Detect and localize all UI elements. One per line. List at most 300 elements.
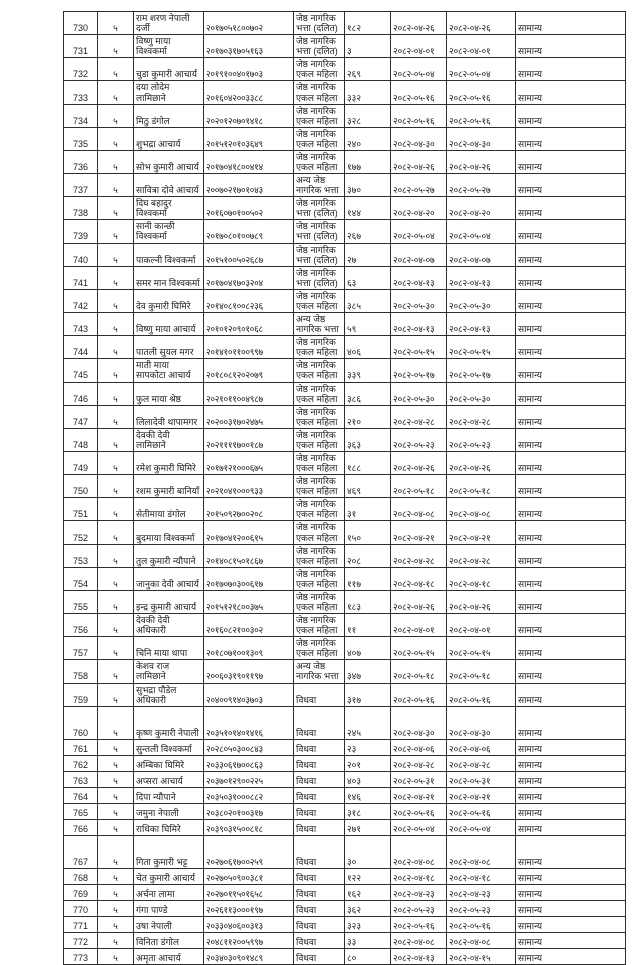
table-row	[64, 787, 626, 803]
status-cell: सामान्य	[516, 243, 626, 266]
serial-number-cell: 754	[64, 567, 98, 590]
decision-date-cell: २०८२-०४-२०	[447, 197, 516, 220]
allowance-type-cell: जेष्ठ नागरिक एकल महिला	[294, 336, 345, 359]
table-row	[64, 197, 626, 220]
list-number-cell: १८८	[345, 451, 391, 474]
registration-date-cell: २०८२-०४-०१	[391, 35, 447, 58]
table-row	[64, 544, 626, 567]
ward-number-cell: ५	[98, 12, 134, 35]
serial-number-cell: 759	[64, 683, 98, 706]
allowance-type-cell: विधवा	[294, 835, 345, 868]
table-row	[64, 660, 626, 683]
serial-number-cell: 749	[64, 451, 98, 474]
serial-number-cell: 756	[64, 614, 98, 637]
registration-number-cell: २०१६०८२१००३०२	[204, 614, 294, 637]
ward-number-cell: ५	[98, 835, 134, 868]
table-row	[64, 706, 626, 739]
decision-date-cell: २०८२-०४-२३	[447, 884, 516, 900]
ward-number-cell: ५	[98, 948, 134, 964]
registration-number-cell: २०३९०३१५००८१८	[204, 819, 294, 835]
list-number-cell: ४६९	[345, 475, 391, 498]
allowance-type-cell: जेष्ठ नागरिक एकल महिला	[294, 498, 345, 521]
registration-date-cell: २०८२-०४-२८	[391, 755, 447, 771]
list-number-cell: २७१	[345, 819, 391, 835]
table-row	[64, 266, 626, 289]
list-number-cell: ३८५	[345, 289, 391, 312]
status-cell: सामान्य	[516, 868, 626, 884]
decision-date-cell: २०८२-०४-२८	[447, 405, 516, 428]
list-number-cell: ३३	[345, 932, 391, 948]
registration-number-cell: २०१४१०११००९९७	[204, 336, 294, 359]
registration-number-cell: २००६०३१९०११९७	[204, 660, 294, 683]
table-row	[64, 451, 626, 474]
registration-number-cell: २०१६०७०१००५०२	[204, 197, 294, 220]
beneficiary-name-cell: दिपा न्यौपाने	[134, 787, 204, 803]
registration-date-cell: २०८२-०५-३०	[391, 289, 447, 312]
table-row	[64, 289, 626, 312]
allowance-type-cell: विधवा	[294, 884, 345, 900]
allowance-type-cell: विधवा	[294, 771, 345, 787]
allowance-type-cell: जेष्ठ नागरिक भत्ता (दलित)	[294, 220, 345, 243]
registration-number-cell: २०१७०७०३००६१७	[204, 567, 294, 590]
status-cell: सामान्य	[516, 359, 626, 382]
registration-number-cell: २०१७०४१७०३२०४	[204, 266, 294, 289]
allowance-type-cell: जेष्ठ नागरिक एकल महिला	[294, 359, 345, 382]
beneficiary-name-cell: अम्बिका घिमिरे	[134, 755, 204, 771]
beneficiary-name-cell: विनिता डंगोल	[134, 932, 204, 948]
allowance-type-cell: विधवा	[294, 900, 345, 916]
registration-date-cell: २०८२-०४-२६	[391, 150, 447, 173]
allowance-type-cell: जेष्ठ नागरिक एकल महिला	[294, 637, 345, 660]
table-row	[64, 104, 626, 127]
status-cell: सामान्य	[516, 475, 626, 498]
serial-number-cell: 766	[64, 819, 98, 835]
status-cell: सामान्य	[516, 803, 626, 819]
list-number-cell: २०१	[345, 755, 391, 771]
decision-date-cell: २०८२-०४-१३	[447, 266, 516, 289]
beneficiary-name-cell: विष्णु माया विश्वकर्मा	[134, 35, 204, 58]
status-cell: सामान्य	[516, 614, 626, 637]
list-number-cell: ३६२	[345, 900, 391, 916]
serial-number-cell: 730	[64, 12, 98, 35]
table-row	[64, 12, 626, 35]
beneficiary-name-cell: चुडा कुमारी आचार्य	[134, 58, 204, 81]
status-cell: सामान्य	[516, 313, 626, 336]
decision-date-cell: २०८२-०४-२६	[447, 150, 516, 173]
table-row	[64, 614, 626, 637]
list-number-cell: १७७	[345, 150, 391, 173]
registration-number-cell: २०३८०२०१००३१७	[204, 803, 294, 819]
list-number-cell: ३०	[345, 835, 391, 868]
registration-date-cell: २०८२-०४-१३	[391, 266, 447, 289]
registration-number-cell: २०१७०३१७०५१६३	[204, 35, 294, 58]
beneficiary-name-cell: जमुना नेपाली	[134, 803, 204, 819]
registration-number-cell: २०१५०९२७००२०८	[204, 498, 294, 521]
table-row	[64, 382, 626, 405]
ward-number-cell: ५	[98, 521, 134, 544]
list-number-cell: २३	[345, 739, 391, 755]
ward-number-cell: ५	[98, 868, 134, 884]
status-cell: सामान्य	[516, 127, 626, 150]
list-number-cell: ३६३	[345, 428, 391, 451]
registration-number-cell: २०४८११२००५९९७	[204, 932, 294, 948]
allowance-type-cell: जेष्ठ नागरिक एकल महिला	[294, 150, 345, 173]
ward-number-cell: ५	[98, 220, 134, 243]
serial-number-cell: 762	[64, 755, 98, 771]
serial-number-cell: 740	[64, 243, 98, 266]
allowance-type-cell: विधवा	[294, 683, 345, 706]
allowance-type-cell: जेष्ठ नागरिक भत्ता (दलित)	[294, 266, 345, 289]
decision-date-cell: २०८२-०४-०६	[447, 739, 516, 755]
registration-date-cell: २०८२-०४-३०	[391, 706, 447, 739]
serial-number-cell: 773	[64, 948, 98, 964]
list-number-cell: २६९	[345, 58, 391, 81]
registration-number-cell: २००७०२१७०१०४३	[204, 174, 294, 197]
registration-number-cell: २०२१०११००४९८७	[204, 382, 294, 405]
allowance-type-cell: अन्य जेष्ठ नागरिक भत्ता	[294, 660, 345, 683]
allowance-type-cell: विधवा	[294, 932, 345, 948]
list-number-cell: २६७	[345, 220, 391, 243]
registration-date-cell: २०८२-०५-०४	[391, 220, 447, 243]
table-row	[64, 803, 626, 819]
allowance-type-cell: जेष्ठ नागरिक एकल महिला	[294, 521, 345, 544]
list-number-cell: ४०७	[345, 637, 391, 660]
registration-number-cell: २०३४०३०९०१४८९	[204, 948, 294, 964]
status-cell: सामान्य	[516, 12, 626, 35]
beneficiary-name-cell: देवकी देवी अधिकारी	[134, 614, 204, 637]
ward-number-cell: ५	[98, 81, 134, 104]
registration-date-cell: २०८२-०५-३०	[391, 382, 447, 405]
serial-number-cell: 753	[64, 544, 98, 567]
registration-date-cell: २०८२-०५-१६	[391, 683, 447, 706]
status-cell: सामान्य	[516, 405, 626, 428]
status-cell: सामान्य	[516, 835, 626, 868]
status-cell: सामान्य	[516, 289, 626, 312]
table-row	[64, 127, 626, 150]
list-number-cell: २४५	[345, 706, 391, 739]
ward-number-cell: ५	[98, 637, 134, 660]
decision-date-cell: २०८२-०५-१६	[447, 683, 516, 706]
ward-number-cell: ५	[98, 104, 134, 127]
list-number-cell: ४०६	[345, 336, 391, 359]
list-number-cell: २१०	[345, 405, 391, 428]
decision-date-cell: २०८२-०४-२१	[447, 521, 516, 544]
decision-date-cell: २०८२-०४-१५	[447, 948, 516, 964]
registration-number-cell: २०२७०११५०१६५८	[204, 884, 294, 900]
registration-number-cell: २०१७०८०१००७८९	[204, 220, 294, 243]
status-cell: सामान्य	[516, 590, 626, 613]
table-row	[64, 948, 626, 964]
decision-date-cell: २०८२-०५-३१	[447, 771, 516, 787]
list-number-cell: २४०	[345, 127, 391, 150]
allowance-type-cell: जेष्ठ नागरिक भत्ता (दलित)	[294, 197, 345, 220]
registration-number-cell: २०३५१०१४०१४१६	[204, 706, 294, 739]
serial-number-cell: 747	[64, 405, 98, 428]
list-number-cell: ३२३	[345, 916, 391, 932]
beneficiary-name-cell: कृष्ण कुमारी नेपाली	[134, 706, 204, 739]
registration-date-cell: २०८२-०४-०८	[391, 835, 447, 868]
registration-date-cell: २०८२-०४-३०	[391, 127, 447, 150]
registration-date-cell: २०८२-०४-२१	[391, 521, 447, 544]
serial-number-cell: 741	[64, 266, 98, 289]
beneficiary-name-cell: लिलादेवी थापामगर	[134, 405, 204, 428]
status-cell: सामान्य	[516, 197, 626, 220]
status-cell: सामान्य	[516, 683, 626, 706]
ward-number-cell: ५	[98, 405, 134, 428]
ward-number-cell: ५	[98, 706, 134, 739]
decision-date-cell: २०८२-०४-०८	[447, 932, 516, 948]
allowance-type-cell: विधवा	[294, 819, 345, 835]
decision-date-cell: २०८२-०४-२६	[447, 12, 516, 35]
allowance-type-cell: अन्य जेष्ठ नागरिक भत्ता	[294, 174, 345, 197]
decision-date-cell: २०८२-०५-१६	[447, 81, 516, 104]
allowance-type-cell: विधवा	[294, 916, 345, 932]
registration-date-cell: २०८२-०४-०८	[391, 498, 447, 521]
serial-number-cell: 765	[64, 803, 98, 819]
decision-date-cell: २०८२-०५-१७	[447, 359, 516, 382]
list-number-cell: १४६	[345, 787, 391, 803]
registration-date-cell: २०८२-०४-१८	[391, 868, 447, 884]
allowance-type-cell: जेष्ठ नागरिक भत्ता (दलित)	[294, 12, 345, 35]
status-cell: सामान्य	[516, 266, 626, 289]
registration-number-cell: २०१५१२०१०३६४९	[204, 127, 294, 150]
beneficiary-name-cell: इन्द्र कुमारी आचार्य	[134, 590, 204, 613]
beneficiary-name-cell: रशम कुमारी बानियाँ	[134, 475, 204, 498]
ward-number-cell: ५	[98, 243, 134, 266]
list-number-cell: १२२	[345, 868, 391, 884]
table-body	[64, 12, 626, 965]
ward-number-cell: ५	[98, 544, 134, 567]
serial-number-cell: 732	[64, 58, 98, 81]
registration-number-cell: २०२७०५०९००३८१	[204, 868, 294, 884]
registration-number-cell: २०२००३१७०२४७५	[204, 405, 294, 428]
beneficiary-name-cell: दया लोदेम लामिछाने	[134, 81, 204, 104]
ward-number-cell: ५	[98, 475, 134, 498]
beneficiary-name-cell: माती माया सापकोटा आचार्य	[134, 359, 204, 382]
allowance-type-cell: अन्य जेष्ठ नागरिक भत्ता	[294, 313, 345, 336]
registration-date-cell: २०८२-०४-०१	[391, 614, 447, 637]
beneficiary-name-cell: अमृता आचार्य	[134, 948, 204, 964]
ward-number-cell: ५	[98, 313, 134, 336]
registration-date-cell: २०८२-०४-२६	[391, 451, 447, 474]
allowance-type-cell: जेष्ठ नागरिक एकल महिला	[294, 544, 345, 567]
decision-date-cell: २०८२-०४-०१	[447, 614, 516, 637]
serial-number-cell: 752	[64, 521, 98, 544]
list-number-cell: १८३	[345, 590, 391, 613]
beneficiary-name-cell: पातली सुयल मगर	[134, 336, 204, 359]
beneficiary-name-cell: देव कुमारी घिमिरे	[134, 289, 204, 312]
allowance-type-cell: जेष्ठ नागरिक एकल महिला	[294, 614, 345, 637]
beneficiary-name-cell: सुभद्रा पौडेल अधिकारी	[134, 683, 204, 706]
registration-date-cell: २०८२-०५-१८	[391, 475, 447, 498]
registration-number-cell: २०१४०८१५०१८६७	[204, 544, 294, 567]
list-number-cell: ३३२	[345, 81, 391, 104]
status-cell: सामान्य	[516, 521, 626, 544]
registration-date-cell: २०८२-०४-२६	[391, 590, 447, 613]
ward-number-cell: ५	[98, 127, 134, 150]
allowance-type-cell: जेष्ठ नागरिक एकल महिला	[294, 127, 345, 150]
ward-number-cell: ५	[98, 803, 134, 819]
table-row	[64, 637, 626, 660]
beneficiary-name-cell: दिघ बहादुर विश्वकर्मा	[134, 197, 204, 220]
registration-date-cell: २०८२-०५-१६	[391, 916, 447, 932]
registration-number-cell: २०४००९१४०३७०३	[204, 683, 294, 706]
table-row	[64, 336, 626, 359]
serial-number-cell: 742	[64, 289, 98, 312]
allowance-type-cell: विधवा	[294, 755, 345, 771]
decision-date-cell: २०८२-०४-०७	[447, 243, 516, 266]
status-cell: सामान्य	[516, 35, 626, 58]
ward-number-cell: ५	[98, 35, 134, 58]
serial-number-cell: 772	[64, 932, 98, 948]
allowance-type-cell: जेष्ठ नागरिक एकल महिला	[294, 475, 345, 498]
serial-number-cell: 733	[64, 81, 98, 104]
beneficiary-name-cell: बुदमाया विश्वकर्मा	[134, 521, 204, 544]
serial-number-cell: 757	[64, 637, 98, 660]
decision-date-cell: २०८२-०५-०४	[447, 220, 516, 243]
decision-date-cell: २०८२-०५-३०	[447, 382, 516, 405]
ward-number-cell: ५	[98, 787, 134, 803]
status-cell: सामान्य	[516, 706, 626, 739]
registration-number-cell: २०१७१२१०००६७५	[204, 451, 294, 474]
registration-date-cell: २०८२-०४-१३	[391, 313, 447, 336]
ward-number-cell: ५	[98, 451, 134, 474]
list-number-cell: ४०३	[345, 771, 391, 787]
status-cell: सामान्य	[516, 544, 626, 567]
list-number-cell: ३७०	[345, 174, 391, 197]
list-number-cell: २७	[345, 243, 391, 266]
registration-date-cell: २०८२-०५-१५	[391, 637, 447, 660]
serial-number-cell: 748	[64, 428, 98, 451]
beneficiary-name-cell: राम शरण नेपाली दर्जी	[134, 12, 204, 35]
registration-number-cell: २०३७०१२९००२२५	[204, 771, 294, 787]
beneficiary-name-cell: उषा नेपाली	[134, 916, 204, 932]
registration-number-cell: २०१५१००५०२६८७	[204, 243, 294, 266]
ward-number-cell: ५	[98, 336, 134, 359]
table-row	[64, 567, 626, 590]
status-cell: सामान्य	[516, 787, 626, 803]
allowance-type-cell: जेष्ठ नागरिक एकल महिला	[294, 451, 345, 474]
decision-date-cell: २०८२-०४-२८	[447, 544, 516, 567]
serial-number-cell: 746	[64, 382, 98, 405]
registration-date-cell: २०८२-०५-१६	[391, 104, 447, 127]
beneficiary-name-cell: अप्सरा आचार्य	[134, 771, 204, 787]
serial-number-cell: 764	[64, 787, 98, 803]
ward-number-cell: ५	[98, 289, 134, 312]
table-row	[64, 359, 626, 382]
status-cell: सामान्य	[516, 58, 626, 81]
table-row	[64, 220, 626, 243]
decision-date-cell: २०८२-०४-३०	[447, 706, 516, 739]
ward-number-cell: ५	[98, 590, 134, 613]
allowance-type-cell: जेष्ठ नागरिक भत्ता (दलित)	[294, 243, 345, 266]
status-cell: सामान्य	[516, 428, 626, 451]
allowance-type-cell: जेष्ठ नागरिक एकल महिला	[294, 104, 345, 127]
status-cell: सामान्य	[516, 771, 626, 787]
list-number-cell: ३८६	[345, 382, 391, 405]
registration-number-cell: २०१०१२०९०१०६८	[204, 313, 294, 336]
ward-number-cell: ५	[98, 614, 134, 637]
status-cell: सामान्य	[516, 382, 626, 405]
status-cell: सामान्य	[516, 451, 626, 474]
allowance-type-cell: विधवा	[294, 706, 345, 739]
ward-number-cell: ५	[98, 771, 134, 787]
table-row	[64, 683, 626, 706]
registration-date-cell: २०८२-०४-२१	[391, 787, 447, 803]
list-number-cell: ३३९	[345, 359, 391, 382]
beneficiary-name-cell: सानी कान्छी विश्वकर्मा	[134, 220, 204, 243]
list-number-cell: ३१८	[345, 803, 391, 819]
registration-number-cell: २०१४०८१००८२३६	[204, 289, 294, 312]
beneficiary-name-cell: अर्चना लामा	[134, 884, 204, 900]
registration-date-cell: २०८२-०४-१३	[391, 948, 447, 964]
serial-number-cell: 734	[64, 104, 98, 127]
ward-number-cell: ५	[98, 819, 134, 835]
status-cell: सामान्य	[516, 498, 626, 521]
decision-date-cell: २०८२-०४-३०	[447, 127, 516, 150]
allowance-type-cell: विधवा	[294, 739, 345, 755]
ward-number-cell: ५	[98, 660, 134, 683]
list-number-cell: २०८	[345, 544, 391, 567]
allowance-type-cell: विधवा	[294, 868, 345, 884]
beneficiary-name-cell: राधिका घिमिरे	[134, 819, 204, 835]
list-number-cell: ११	[345, 614, 391, 637]
ward-number-cell: ५	[98, 884, 134, 900]
registration-date-cell: २०८२-०४-२६	[391, 12, 447, 35]
serial-number-cell: 750	[64, 475, 98, 498]
beneficiary-table	[63, 11, 626, 965]
registration-date-cell: २०८२-०४-२०	[391, 197, 447, 220]
table-row	[64, 58, 626, 81]
ward-number-cell: ५	[98, 932, 134, 948]
allowance-type-cell: विधवा	[294, 803, 345, 819]
ward-number-cell: ५	[98, 266, 134, 289]
status-cell: सामान्य	[516, 660, 626, 683]
serial-number-cell: 761	[64, 739, 98, 755]
decision-date-cell: २०८२-०४-०८	[447, 835, 516, 868]
serial-number-cell: 755	[64, 590, 98, 613]
list-number-cell: १८२	[345, 12, 391, 35]
ward-number-cell: ५	[98, 900, 134, 916]
list-number-cell: ३	[345, 35, 391, 58]
table-row	[64, 174, 626, 197]
table-row	[64, 835, 626, 868]
serial-number-cell: 738	[64, 197, 98, 220]
status-cell: सामान्य	[516, 916, 626, 932]
decision-date-cell: २०८२-०४-०८	[447, 498, 516, 521]
beneficiary-name-cell: विष्णु माया आचार्य	[134, 313, 204, 336]
serial-number-cell: 768	[64, 868, 98, 884]
table-row	[64, 932, 626, 948]
table-row	[64, 521, 626, 544]
decision-date-cell: २०८२-०५-०४	[447, 819, 516, 835]
registration-date-cell: २०८२-०४-०८	[391, 932, 447, 948]
status-cell: सामान्य	[516, 948, 626, 964]
decision-date-cell: २०८२-०४-०१	[447, 35, 516, 58]
table-row	[64, 771, 626, 787]
status-cell: सामान्य	[516, 336, 626, 359]
decision-date-cell: २०८२-०५-०४	[447, 58, 516, 81]
beneficiary-name-cell: देवकी देवी लामिछाने	[134, 428, 204, 451]
decision-date-cell: २०८२-०५-१६	[447, 916, 516, 932]
registration-date-cell: २०८२-०५-२७	[391, 174, 447, 197]
list-number-cell: १४४	[345, 197, 391, 220]
ward-number-cell: ५	[98, 739, 134, 755]
list-number-cell: ५९	[345, 313, 391, 336]
ward-number-cell: ५	[98, 150, 134, 173]
beneficiary-name-cell: फुल माया श्रेष्ठ	[134, 382, 204, 405]
table-row	[64, 428, 626, 451]
